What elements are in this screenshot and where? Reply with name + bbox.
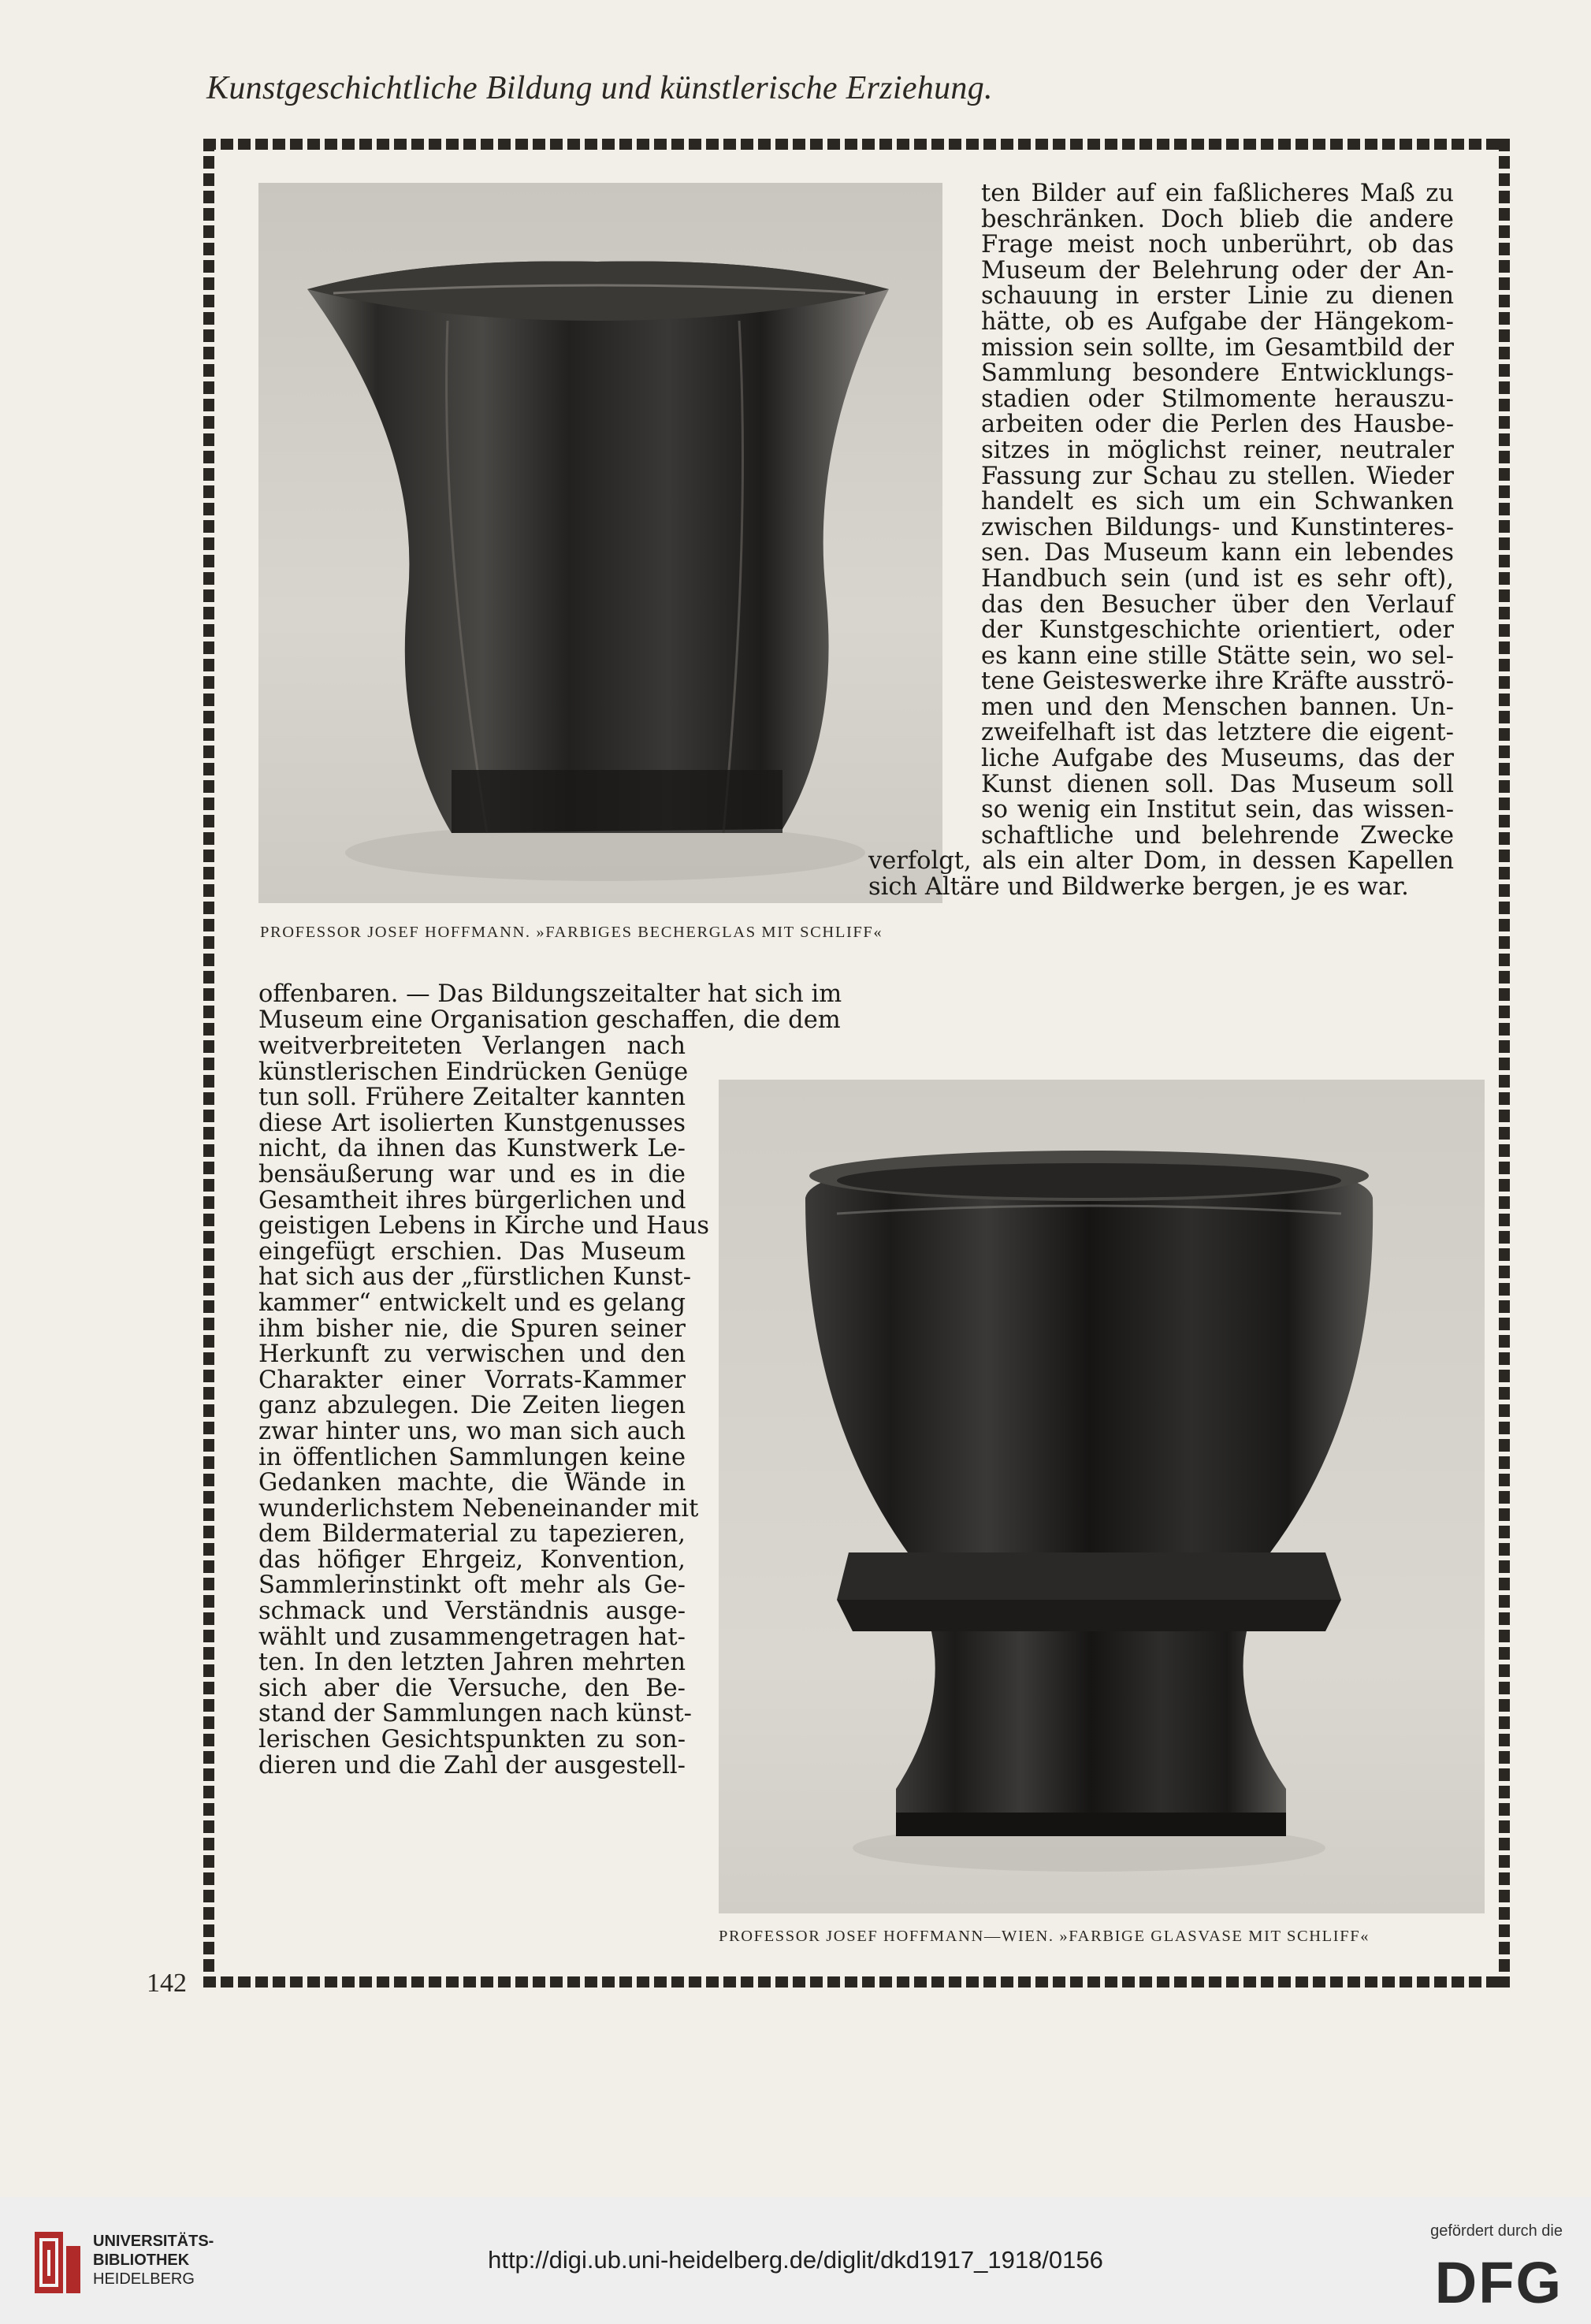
permalink-url[interactable]: http://digi.ub.uni-heidelberg.de/diglit/dkd1917_1918/0156 xyxy=(488,2246,1103,2274)
border-bottom xyxy=(203,1976,1510,1987)
text-line: in öffentlichen Sammlungen keine xyxy=(258,1443,686,1471)
text-line: ten Bilder auf ein faßlicheres Maß zu xyxy=(981,180,1454,207)
text-line: stand der Sammlungen nach künst- xyxy=(258,1700,692,1728)
text-line: mission sein sollte, im Gesamtbild der xyxy=(981,333,1454,362)
text-line: Handbuch sein (und ist es sehr oft), xyxy=(981,564,1454,593)
funding-note: gefördert durch die xyxy=(1430,2222,1563,2240)
text-line: Fassung zur Schau zu stellen. Wieder xyxy=(981,462,1454,490)
dfg-logo: DFG xyxy=(1434,2250,1563,2315)
text-line: Charakter einer Vorrats-Kammer xyxy=(258,1366,686,1394)
figure-vase-photo xyxy=(719,1080,1485,1913)
text-line: ten. In den letzten Jahren mehrten xyxy=(258,1649,686,1677)
text-line: diese Art isolierten Kunstgenusses xyxy=(258,1109,686,1137)
text-line: sen. Das Museum kann ein lebendes xyxy=(981,539,1454,567)
page-number: 142 xyxy=(147,1969,187,1998)
text-line: tene Geisteswerke ihre Kräfte ausströ- xyxy=(981,667,1454,696)
text-line: dieren und die Zahl der ausgestell- xyxy=(258,1751,686,1779)
text-line: Kunst dienen soll. Das Museum soll xyxy=(981,770,1454,798)
text-line: Gedanken machte, die Wände in xyxy=(258,1469,686,1497)
text-line: hat sich aus der „fürstlichen Kunst- xyxy=(258,1263,692,1292)
text-line: verfolgt, als ein alter Dom, in dessen Kapellen xyxy=(868,847,1454,876)
right-column-text xyxy=(868,180,1454,902)
text-line: Herkunft zu verwischen und den xyxy=(258,1340,686,1369)
text-line: hätte, ob es Aufgabe der Hängekom- xyxy=(981,307,1454,336)
digitization-footer xyxy=(0,2197,1591,2324)
text-line: beschränken. Doch blieb die andere xyxy=(981,205,1454,233)
text-line: men und den Menschen bannen. Un- xyxy=(981,693,1454,721)
text-line: nicht, da ihnen das Kunstwerk Le- xyxy=(258,1135,686,1163)
text-line: stadien oder Stilmomente herauszu- xyxy=(981,385,1454,413)
text-line: schaftliche und belehrende Zwecke xyxy=(981,821,1454,850)
library-line-3: HEIDELBERG xyxy=(93,2270,195,2288)
text-line: sich Altäre und Bildwerke bergen, je es war. xyxy=(868,873,1409,902)
text-line: so wenig ein Institut sein, das wissen- xyxy=(981,796,1454,824)
text-line: dem Bildermaterial zu tapezieren, xyxy=(258,1520,686,1549)
text-line: offenbaren. — Das Bildungszeitalter hat sich im xyxy=(258,980,842,1008)
text-line: zweifelhaft ist das letztere die eigent- xyxy=(981,719,1454,747)
text-line: Frage meist noch unberührt, ob das xyxy=(981,231,1454,259)
text-line: schauung in erster Linie zu dienen xyxy=(981,282,1454,310)
text-line: weitverbreiteten Verlangen nach xyxy=(258,1032,686,1060)
border-right xyxy=(1499,139,1510,1987)
text-line: eingefügt erschien. Das Museum xyxy=(258,1237,686,1266)
text-line: Sammlerinstinkt oft mehr als Ge- xyxy=(258,1571,686,1600)
text-line: ihm bisher nie, die Spuren seiner xyxy=(258,1314,686,1343)
border-left xyxy=(203,139,214,1987)
figure-beaker-photo xyxy=(258,183,942,903)
text-line: Sammlung besondere Entwicklungs- xyxy=(981,359,1454,388)
text-line: geistigen Lebens in Kirche und Haus xyxy=(258,1212,710,1240)
figure-vase-caption: PROFESSOR JOSEF HOFFMANN—WIEN. »FARBIGE GLASVASE MIT SCHLIFF« xyxy=(719,1928,1370,1945)
border-top xyxy=(203,139,1510,150)
text-line: schmack und Verständnis ausge- xyxy=(258,1597,686,1626)
library-line-2: BIBLIOTHEK xyxy=(93,2251,190,2269)
text-line: das den Besucher über den Verlauf xyxy=(981,590,1454,619)
left-column-text xyxy=(258,1032,710,1779)
text-line: tun soll. Frühere Zeitalter kannten xyxy=(258,1084,686,1112)
figure-beaker-caption: PROFESSOR JOSEF HOFFMANN. »FARBIGES BECHERGLAS MIT SCHLIFF« xyxy=(260,924,883,941)
text-line: künstlerischen Eindrücken Genüge xyxy=(258,1058,689,1086)
left-column-mid-text xyxy=(258,980,842,1034)
text-line: der Kunstgeschichte orientiert, oder xyxy=(981,616,1454,645)
running-head: Kunstgeschichtliche Bildung und künstlerische Erziehung. xyxy=(206,70,993,106)
text-line: wunderlichstem Nebeneinander mit xyxy=(258,1494,699,1523)
text-line: arbeiten oder die Perlen des Hausbe- xyxy=(981,411,1454,439)
text-line: sitzes in möglichst reiner, neutraler xyxy=(981,436,1454,464)
text-line: zwischen Bildungs- und Kunstinteres- xyxy=(981,513,1454,541)
text-line: Gesamtheit ihres bürgerlichen und xyxy=(258,1186,686,1214)
text-line: kammer“ entwickelt und es gelang xyxy=(258,1288,686,1317)
text-line: Museum der Belehrung oder der An- xyxy=(981,256,1454,284)
text-line: bensäußerung war und es in die xyxy=(258,1160,686,1188)
text-line: ganz abzulegen. Die Zeiten liegen xyxy=(258,1392,686,1420)
library-line-1: UNIVERSITÄTS- xyxy=(93,2233,214,2250)
text-line: sich aber die Versuche, den Be- xyxy=(258,1674,686,1702)
text-line: Museum eine Organisation geschaffen, die dem xyxy=(258,1006,841,1034)
text-line: lerischen Gesichtspunkten zu son- xyxy=(258,1726,686,1754)
text-line: es kann eine stille Stätte sein, wo sel- xyxy=(981,641,1454,670)
text-line: das höfiger Ehrgeiz, Konvention, xyxy=(258,1545,686,1574)
text-line: zwar hinter uns, wo man sich auch xyxy=(258,1417,686,1445)
text-line: handelt es sich um ein Schwanken xyxy=(981,488,1454,516)
text-line: liche Aufgabe des Museums, das der xyxy=(981,745,1454,773)
text-line: wählt und zusammengetragen hat- xyxy=(258,1623,686,1651)
